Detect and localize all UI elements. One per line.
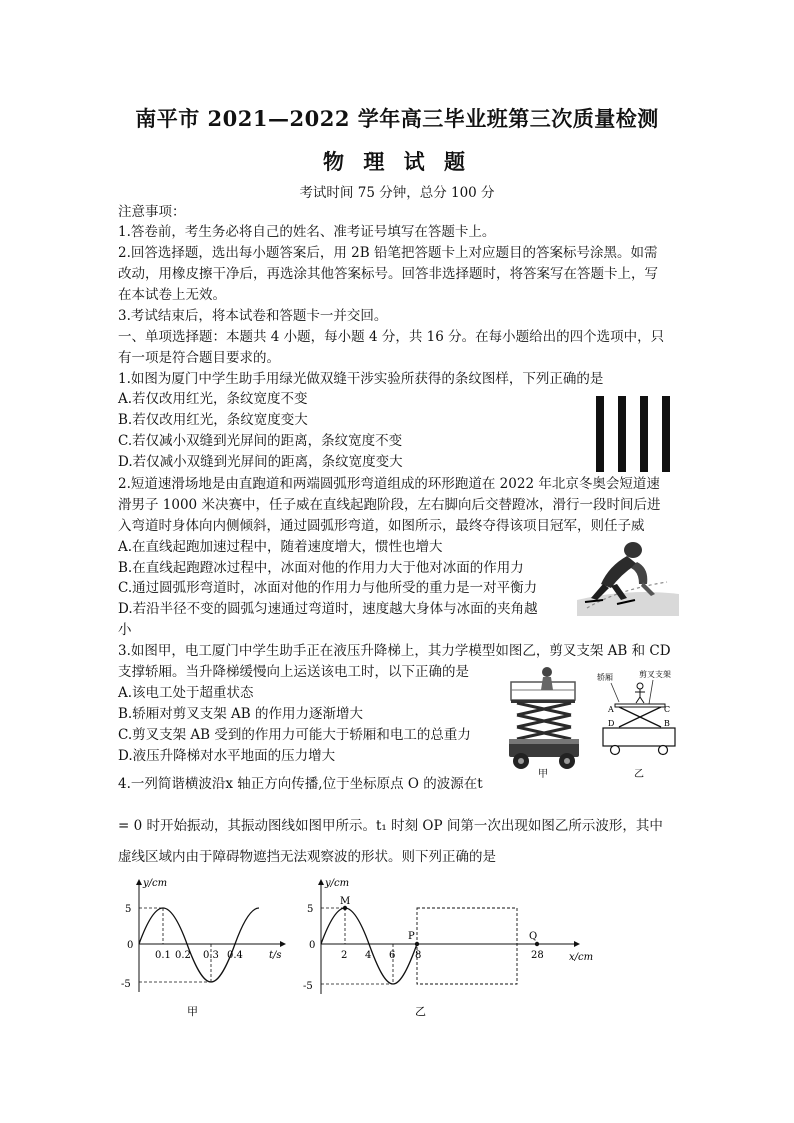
question-stem: 2.短道速滑场地是由直跑道和两端圆弧形弯道组成的环形跑道在 2022 年北京冬奥会短道速: [118, 476, 660, 492]
y-tick: 5: [125, 904, 132, 915]
label-c: C: [664, 705, 671, 714]
option-d: D.若仅减小双缝到光屏间的距离，条纹宽度变大: [118, 454, 403, 470]
point-label-q: Q: [529, 931, 538, 942]
option-d: D.若沿半径不变的圆弧匀速通过弯道时，速度越大身体与冰面的夹角越: [118, 601, 538, 617]
option-a: A.该电工处于超重状态: [118, 685, 254, 701]
figure-caption-jia: 甲: [538, 769, 548, 779]
option-a: A.在直线起跑加速过程中，随着速度增大，惯性也增大: [118, 539, 443, 555]
axis-label-x: x/cm: [569, 952, 594, 963]
question-stem: 入弯道时身体向内侧倾斜，通过圆弧形弯道，如图所示，最终夺得该项目冠军，则任子威: [118, 518, 645, 534]
option-c: C.剪叉支架 AB 受到的作用力可能大于轿厢和电工的总重力: [118, 727, 471, 743]
notice-line: 在本试卷上无效。: [118, 287, 226, 303]
waveform-graph: [295, 872, 605, 1022]
vibration-graph: [115, 872, 295, 1022]
section-heading: 有一项是符合题目要求的。: [118, 350, 280, 366]
x-tick: 28: [531, 950, 544, 961]
y-tick: 5: [307, 904, 314, 915]
x-tick: 0.1: [155, 950, 171, 961]
figure-caption-yi: 乙: [415, 1005, 426, 1018]
axis-label-y: y/cm: [325, 878, 350, 889]
exam-title: 南平市 2021—2022 学年高三毕业班第三次质量检测: [135, 106, 659, 131]
question-stem: 4.一列简谐横波沿x 轴正方向传播,位于坐标原点 O 的波源在t: [118, 776, 483, 792]
y-tick: -5: [303, 981, 313, 992]
exam-info: 考试时间 75 分钟，总分 100 分: [299, 185, 495, 201]
axis-label-x: t/s: [269, 950, 282, 961]
notice-line: 2.回答选择题，选出每小题答案后，用 2B 铅笔把答题卡上对应题目的答案标号涂黑。如需: [118, 245, 658, 261]
question-stem: 3.如图甲，电工厦门中学生助手正在液压升降梯上，其力学模型如图乙，剪叉支架 AB 和 CD: [118, 643, 671, 659]
point-q: [535, 942, 539, 946]
notice-line: 改动，用橡皮擦干净后，再选涂其他答案标号。回答非选择题时，将答案写在答题卡上，写: [118, 266, 658, 282]
question-stem: 支撑轿厢。当升降梯缓慢向上运送该电工时，以下正确的是: [118, 664, 469, 680]
question-stem: 滑男子 1000 米决赛中，任子威在直线起跑阶段，左右脚向后交替蹬冰，滑行一段时间后进: [118, 497, 661, 513]
question-stem: 1.如图为厦门中学生助手用绿光做双缝干涉实验所获得的条纹图样，下列正确的是: [118, 371, 604, 387]
scissor-lift-image: [505, 664, 590, 779]
option-b: B.轿厢对剪叉支架 AB 的作用力逐渐增大: [118, 706, 363, 722]
axis-label-y: y/cm: [143, 878, 168, 889]
y-tick: -5: [121, 979, 131, 990]
option-a: A.若仅改用红光，条纹宽度不变: [118, 391, 308, 407]
question-stem: 虚线区域内由于障碍物遮挡无法观察波的形状。则下列正确的是: [118, 849, 496, 865]
label-jianchazhijia: 剪叉支架: [639, 670, 671, 679]
option-c: C.若仅减小双缝到光屏间的距离，条纹宽度不变: [118, 433, 403, 449]
scissor-model-diagram: [595, 664, 685, 779]
x-tick: 6: [389, 950, 396, 961]
x-tick: 0.3: [203, 950, 219, 961]
figure-caption-yi: 乙: [634, 769, 644, 779]
point-label-p: P: [408, 931, 415, 942]
x-tick: 0.2: [175, 950, 191, 961]
option-d: D.液压升降梯对水平地面的压力增大: [118, 748, 336, 764]
y-tick: 0: [309, 940, 316, 951]
speed-skater-image: [577, 538, 679, 616]
option-b: B.在直线起跑蹬冰过程中，冰面对他的作用力大于他对冰面的作用力: [118, 560, 524, 576]
x-tick: 8: [415, 950, 422, 961]
point-p: [415, 942, 419, 946]
exam-subtitle: 物 理 试 题: [323, 149, 471, 174]
notice-line: 1.答卷前，考生务必将自己的姓名、准考证号填写在答题卡上。: [118, 224, 496, 240]
question-stem: = 0 时开始振动，其振动图线如图甲所示。t₁ 时刻 OP 间第一次出现如图乙所示波形，其中: [118, 818, 663, 834]
notice-line: 3.考试结束后，将本试卷和答题卡一并交回。: [118, 308, 388, 324]
x-tick: 0.4: [227, 950, 243, 961]
figure-caption-jia: 甲: [187, 1005, 198, 1018]
notice-heading: 注意事项：: [118, 204, 186, 220]
label-b: B: [664, 719, 670, 728]
x-tick: 4: [365, 950, 372, 961]
label-d: D: [608, 719, 615, 728]
y-tick: 0: [127, 940, 134, 951]
option-c: C.通过圆弧形弯道时，冰面对他的作用力与他所受的重力是一对平衡力: [118, 580, 538, 596]
option-b: B.若仅改用红光，条纹宽度变大: [118, 412, 308, 428]
point-label-m: M: [340, 896, 351, 907]
option-d-cont: 小: [118, 622, 132, 638]
section-heading: 一、单项选择题：本题共 4 小题，每小题 4 分，共 16 分。在每小题给出的四个选项中，只: [118, 329, 665, 345]
label-a: A: [608, 705, 614, 714]
label-jiaoxiang: 轿厢: [597, 673, 613, 682]
x-tick: 2: [341, 950, 348, 961]
